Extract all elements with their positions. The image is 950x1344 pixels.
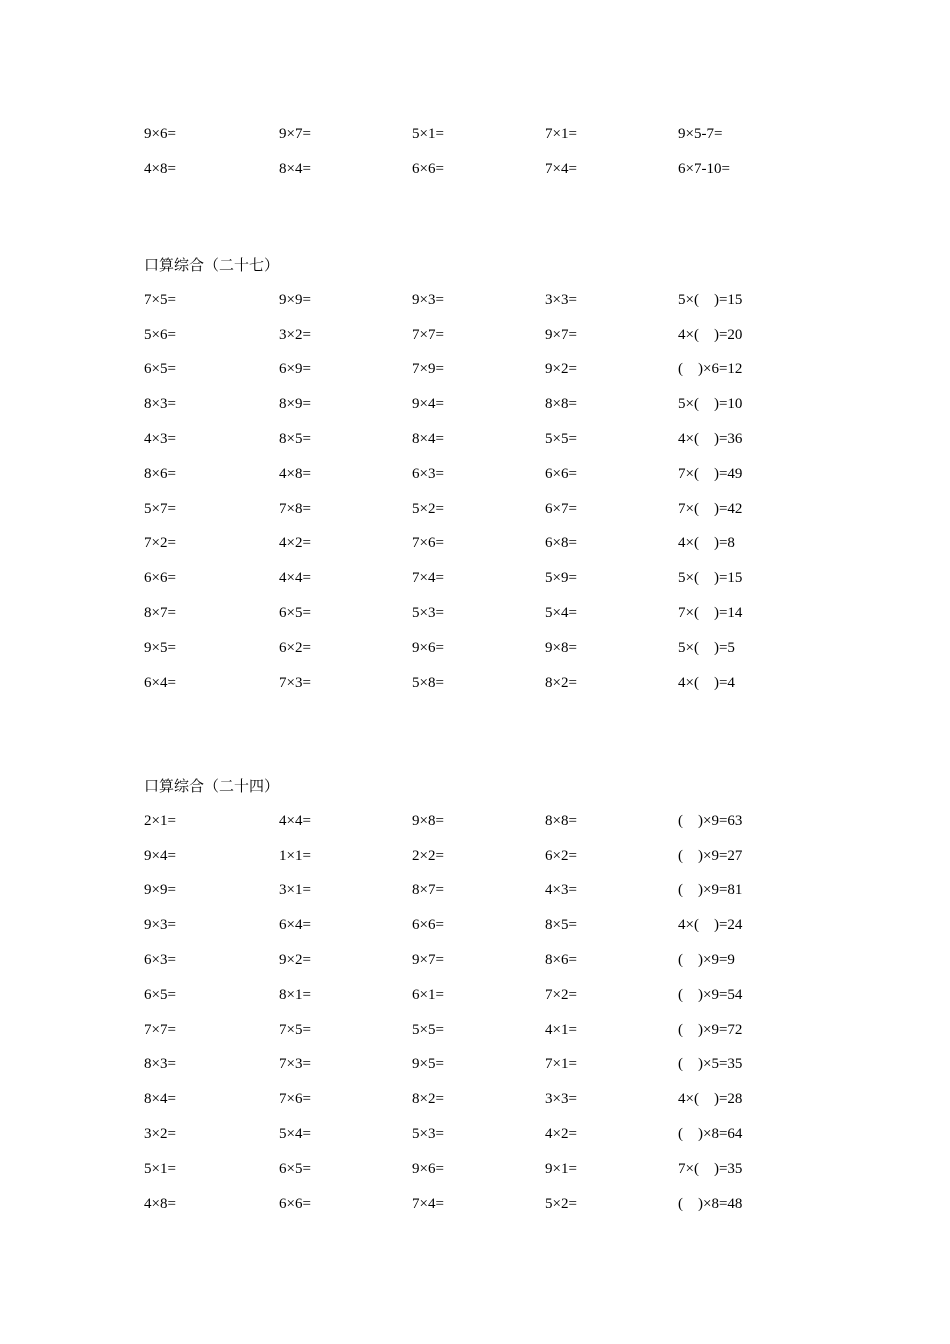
- problem-cell: 8×7=: [144, 605, 176, 622]
- problem-cell: 9×7=: [412, 952, 444, 969]
- problem-cell: 4×( )=20: [678, 326, 743, 343]
- problem-cell: 9×3=: [412, 291, 444, 308]
- problem-cell: 4×8=: [144, 1195, 176, 1212]
- problem-cell: ( )×9=81: [678, 882, 743, 899]
- problem-cell: 9×5=: [144, 639, 176, 656]
- problem-cell: 7×5=: [279, 1021, 311, 1038]
- problem-cell: 8×2=: [412, 1091, 444, 1108]
- problem-cell: 3×1=: [279, 882, 311, 899]
- section-27-rows: [144, 283, 844, 701]
- problem-row: [144, 527, 844, 562]
- problem-cell: 6×6=: [412, 917, 444, 934]
- problem-cell: ( )×9=72: [678, 1021, 743, 1038]
- problem-cell: 8×7=: [412, 882, 444, 899]
- problem-cell: 7×( )=14: [678, 605, 743, 622]
- problem-cell: 8×9=: [279, 396, 311, 413]
- problem-row: [144, 874, 844, 909]
- problem-cell: 6×6=: [279, 1195, 311, 1212]
- problem-cell: 9×4=: [412, 396, 444, 413]
- problem-cell: ( )×9=54: [678, 986, 743, 1003]
- problem-cell: 6×5=: [279, 1160, 311, 1177]
- problem-cell: 7×4=: [545, 160, 577, 177]
- problem-cell: 6×3=: [412, 465, 444, 482]
- problem-cell: 8×5=: [545, 917, 577, 934]
- problem-row: [144, 283, 844, 318]
- problem-cell: 9×5=: [412, 1056, 444, 1073]
- problem-cell: 4×( )=36: [678, 431, 743, 448]
- problem-row: [144, 978, 844, 1013]
- problem-cell: 7×4=: [412, 570, 444, 587]
- problem-cell: 9×4=: [144, 847, 176, 864]
- problem-row: [144, 387, 844, 422]
- problem-cell: 4×3=: [545, 882, 577, 899]
- problem-cell: 7×3=: [279, 1056, 311, 1073]
- problem-cell: 9×7=: [279, 125, 311, 142]
- problem-cell: 8×1=: [279, 986, 311, 1003]
- problem-cell: 6×9=: [279, 361, 311, 378]
- problem-cell: 5×4=: [545, 605, 577, 622]
- problem-cell: 7×7=: [412, 326, 444, 343]
- problem-cell: 5×( )=15: [678, 570, 743, 587]
- problem-cell: 5×3=: [412, 1126, 444, 1143]
- problem-cell: 9×7=: [545, 326, 577, 343]
- problem-cell: 8×8=: [545, 396, 577, 413]
- problem-row: [144, 631, 844, 666]
- problem-cell: ( )×9=27: [678, 847, 743, 864]
- problem-cell: 8×6=: [144, 465, 176, 482]
- problem-cell: 5×5=: [412, 1021, 444, 1038]
- problem-cell: 5×5=: [545, 431, 577, 448]
- problem-cell: 4×3=: [144, 431, 176, 448]
- problem-cell: 3×2=: [279, 326, 311, 343]
- top-section: [144, 117, 844, 187]
- problem-cell: 9×6=: [144, 125, 176, 142]
- problem-row: [144, 1152, 844, 1187]
- problem-row: [144, 318, 844, 353]
- problem-cell: 7×1=: [545, 1056, 577, 1073]
- problem-cell: 9×9=: [279, 291, 311, 308]
- problem-cell: ( )×9=63: [678, 812, 743, 829]
- section-27: [144, 249, 844, 701]
- problem-cell: 7×4=: [412, 1195, 444, 1212]
- top-rows: [144, 117, 844, 187]
- problem-cell: 9×8=: [412, 812, 444, 829]
- problem-cell: 6×6=: [144, 570, 176, 587]
- problem-cell: 7×6=: [412, 535, 444, 552]
- problem-cell: 5×6=: [144, 326, 176, 343]
- problem-cell: 7×6=: [279, 1091, 311, 1108]
- problem-cell: 4×1=: [545, 1021, 577, 1038]
- problem-cell: 8×8=: [545, 812, 577, 829]
- problem-cell: 5×( )=15: [678, 291, 743, 308]
- problem-cell: 4×( )=4: [678, 674, 735, 691]
- problem-cell: 9×5-7=: [678, 125, 723, 142]
- problem-row: [144, 596, 844, 631]
- problem-row: [144, 1082, 844, 1117]
- problem-cell: 3×2=: [144, 1126, 176, 1143]
- problem-row: [144, 804, 844, 839]
- problem-cell: 9×9=: [144, 882, 176, 899]
- problem-cell: 2×2=: [412, 847, 444, 864]
- problem-row: [144, 117, 844, 152]
- problem-cell: 9×6=: [412, 639, 444, 656]
- problem-cell: 4×8=: [144, 160, 176, 177]
- problem-cell: ( )×8=48: [678, 1195, 743, 1212]
- problem-row: [144, 422, 844, 457]
- problem-cell: 5×4=: [279, 1126, 311, 1143]
- problem-row: [144, 943, 844, 978]
- problem-cell: 7×2=: [545, 986, 577, 1003]
- problem-cell: 5×2=: [545, 1195, 577, 1212]
- problem-cell: 9×8=: [545, 639, 577, 656]
- problem-cell: 8×3=: [144, 396, 176, 413]
- problem-cell: 5×( )=5: [678, 639, 735, 656]
- problem-cell: 5×7=: [144, 500, 176, 517]
- problem-cell: 4×4=: [279, 812, 311, 829]
- problem-cell: 6×2=: [545, 847, 577, 864]
- problem-cell: 7×5=: [144, 291, 176, 308]
- problem-cell: 4×4=: [279, 570, 311, 587]
- problem-cell: ( )×8=64: [678, 1126, 743, 1143]
- problem-cell: 6×4=: [144, 674, 176, 691]
- problem-row: [144, 1117, 844, 1152]
- problem-cell: ( )×6=12: [678, 361, 743, 378]
- problem-cell: 8×6=: [545, 952, 577, 969]
- problem-cell: 6×2=: [279, 639, 311, 656]
- section-24: [144, 770, 844, 1222]
- problem-row: [144, 152, 844, 187]
- problem-cell: 6×7-10=: [678, 160, 730, 177]
- problem-cell: 3×3=: [545, 1091, 577, 1108]
- problem-cell: 9×2=: [279, 952, 311, 969]
- problem-row: [144, 908, 844, 943]
- problem-cell: 4×( )=28: [678, 1091, 743, 1108]
- problem-cell: 7×1=: [545, 125, 577, 142]
- problem-cell: 4×( )=8: [678, 535, 735, 552]
- problem-cell: 5×8=: [412, 674, 444, 691]
- section-24-rows: [144, 804, 844, 1222]
- problem-cell: 5×1=: [412, 125, 444, 142]
- problem-cell: 8×2=: [545, 674, 577, 691]
- problem-cell: 7×7=: [144, 1021, 176, 1038]
- problem-cell: ( )×5=35: [678, 1056, 743, 1073]
- problem-cell: 4×8=: [279, 465, 311, 482]
- problem-cell: 7×( )=49: [678, 465, 743, 482]
- problem-cell: 5×9=: [545, 570, 577, 587]
- problem-cell: 6×6=: [412, 160, 444, 177]
- problem-cell: 6×1=: [412, 986, 444, 1003]
- problem-cell: 8×4=: [279, 160, 311, 177]
- problem-row: [144, 353, 844, 388]
- problem-cell: 8×5=: [279, 431, 311, 448]
- problem-cell: 7×3=: [279, 674, 311, 691]
- problem-cell: 5×1=: [144, 1160, 176, 1177]
- problem-row: [144, 1048, 844, 1083]
- problem-row: [144, 1187, 844, 1222]
- problem-cell: 8×3=: [144, 1056, 176, 1073]
- problem-cell: 1×1=: [279, 847, 311, 864]
- problem-cell: 8×4=: [144, 1091, 176, 1108]
- problem-cell: 7×2=: [144, 535, 176, 552]
- problem-cell: 4×( )=24: [678, 917, 743, 934]
- problem-cell: ( )×9=9: [678, 952, 735, 969]
- problem-cell: 5×3=: [412, 605, 444, 622]
- problem-row: [144, 492, 844, 527]
- problem-cell: 7×8=: [279, 500, 311, 517]
- problem-cell: 9×6=: [412, 1160, 444, 1177]
- problem-cell: 6×5=: [279, 605, 311, 622]
- problem-cell: 7×( )=35: [678, 1160, 743, 1177]
- problem-cell: 6×6=: [545, 465, 577, 482]
- problem-cell: 6×3=: [144, 952, 176, 969]
- problem-cell: 3×3=: [545, 291, 577, 308]
- problem-row: [144, 839, 844, 874]
- problem-cell: 9×3=: [144, 917, 176, 934]
- problem-cell: 6×8=: [545, 535, 577, 552]
- problem-row: [144, 1013, 844, 1048]
- problem-cell: 5×( )=10: [678, 396, 743, 413]
- problem-cell: 9×2=: [545, 361, 577, 378]
- problem-cell: 4×2=: [279, 535, 311, 552]
- problem-cell: 2×1=: [144, 812, 176, 829]
- problem-row: [144, 457, 844, 492]
- problem-row: [144, 666, 844, 701]
- problem-cell: 8×4=: [412, 431, 444, 448]
- problem-cell: 7×( )=42: [678, 500, 743, 517]
- problem-cell: 6×7=: [545, 500, 577, 517]
- problem-cell: 5×2=: [412, 500, 444, 517]
- problem-cell: 4×2=: [545, 1126, 577, 1143]
- problem-row: [144, 561, 844, 596]
- problem-cell: 9×1=: [545, 1160, 577, 1177]
- problem-cell: 6×5=: [144, 361, 176, 378]
- problem-cell: 7×9=: [412, 361, 444, 378]
- problem-cell: 6×5=: [144, 986, 176, 1003]
- section-24-title: 口算综合（二十四）: [144, 779, 280, 795]
- section-27-title: 口算综合（二十七）: [144, 258, 280, 274]
- problem-cell: 6×4=: [279, 917, 311, 934]
